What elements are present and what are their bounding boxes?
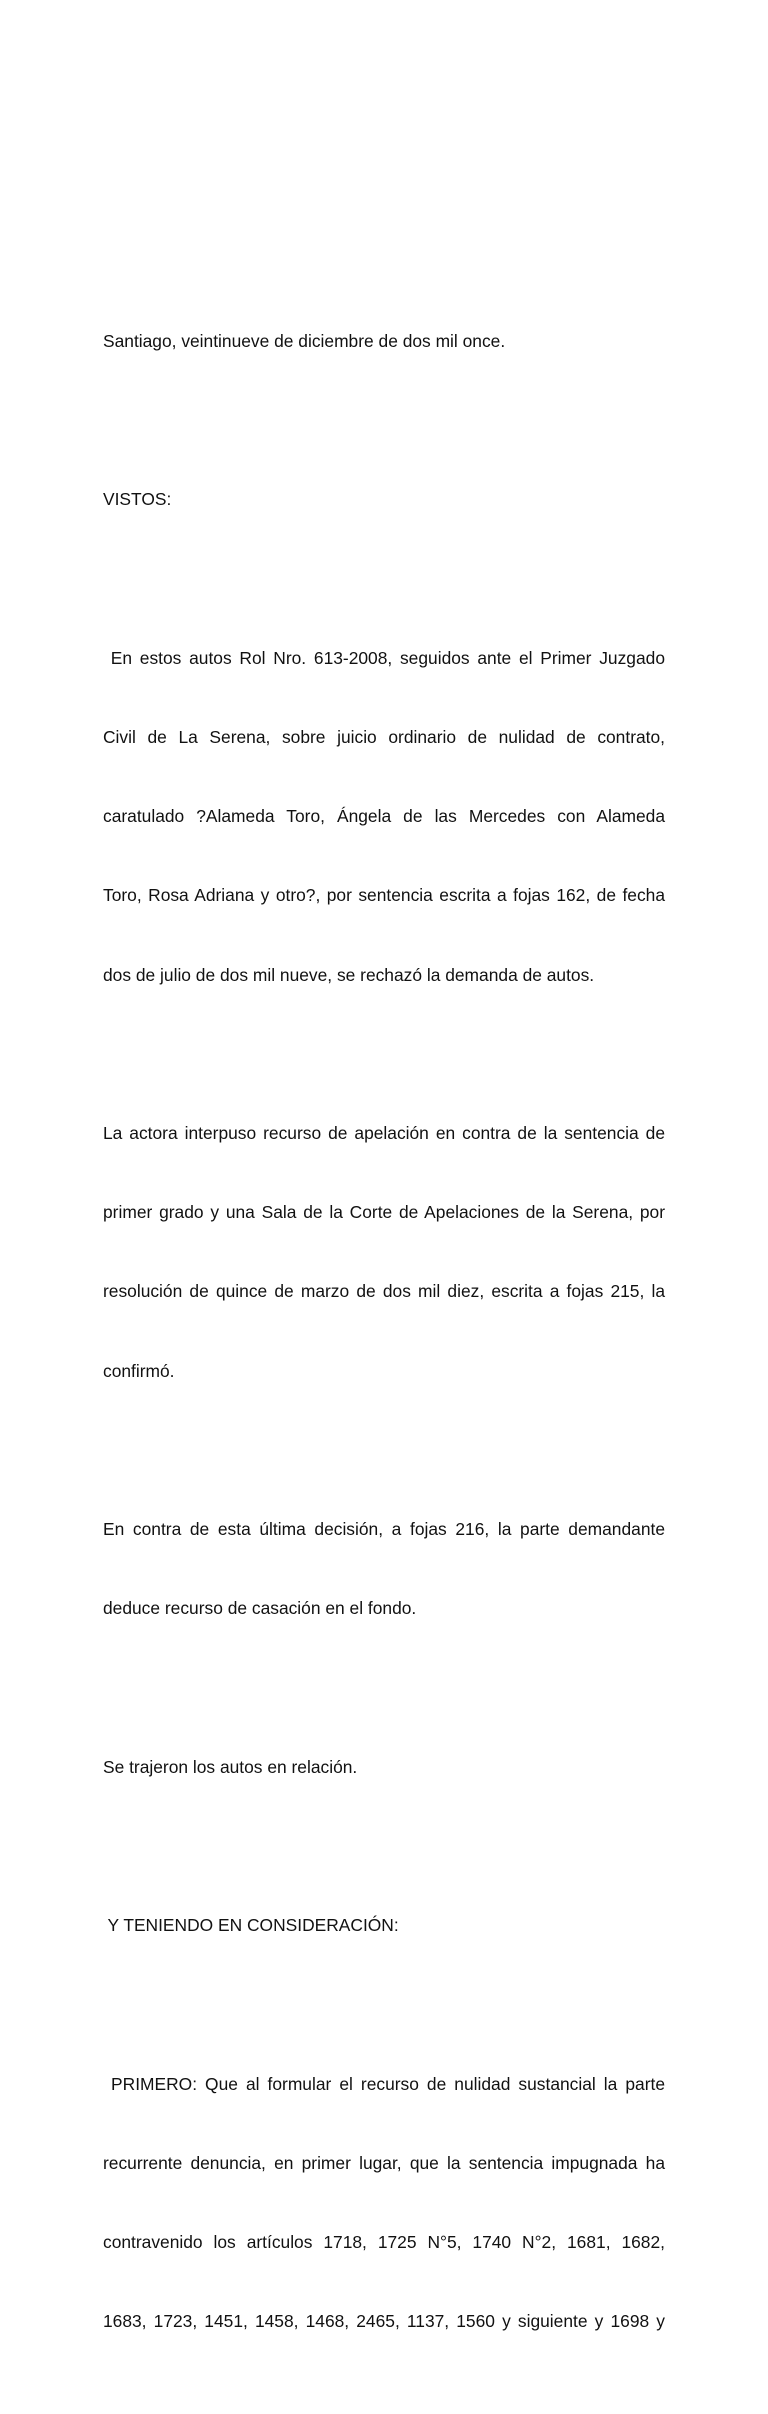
considerando-heading-text: Y TENIENDO EN CONSIDERACIÓN: [103,1915,399,1936]
paragraph-line: contravenido los artículos 1718, 1725 N°5, 1740 N°2, 1681, 1682, [103,2231,665,2252]
paragraph-line: deduce recurso de casación en el fondo. [103,1598,417,1619]
paragraph-relation [103,1701,665,1833]
paragraph-line: caratulado ?Alameda Toro, Ángela de las Mercedes con Alameda [103,806,665,827]
paragraph-primero [103,2018,665,2388]
document-body [103,275,665,2414]
paragraph-line: dos de julio de dos mil nueve, se rechazó la demanda de autos. [103,964,595,985]
date-line [103,275,665,407]
paragraph-line: primer grado y una Sala de la Corte de Apelaciones de la Serena, por [103,1202,665,1223]
date-line-text: Santiago, veintinueve de diciembre de dos mil once. [103,330,506,351]
paragraph-line: En estos autos Rol Nro. 613-2008, seguidos ante el Primer Juzgado [103,647,665,668]
paragraph-line: 1683, 1723, 1451, 1458, 1468, 2465, 1137, 1560 y siguiente y 1698 y [103,2311,665,2332]
paragraph-line: confirmó. [103,1360,175,1381]
vistos-heading-text: VISTOS: [103,489,172,510]
paragraph-line: PRIMERO: Que al formular el recurso de nulidad sustancial la parte [103,2073,665,2094]
paragraph-case-intro [103,592,665,1041]
paragraph-line: recurrente denuncia, en primer lugar, que la sentencia impugnada ha [103,2152,665,2173]
paragraph-line: Se trajeron los autos en relación. [103,1756,358,1777]
paragraph-line: resolución de quince de marzo de dos mil diez, escrita a fojas 215, la [103,1281,665,1302]
paragraph-line: En contra de esta última decisión, a fojas 216, la parte demandante [103,1519,665,1540]
vistos-heading [103,433,665,565]
paragraph-cassation [103,1463,665,1674]
paragraph-appeal [103,1067,665,1437]
paragraph-line: Toro, Rosa Adriana y otro?, por sentencia escrita a fojas 162, de fecha [103,885,665,906]
paragraph-line: La actora interpuso recurso de apelación en contra de la sentencia de [103,1122,665,1143]
paragraph-line: Civil de La Serena, sobre juicio ordinario de nulidad de contrato, [103,726,665,747]
considerando-heading [103,1859,665,1991]
